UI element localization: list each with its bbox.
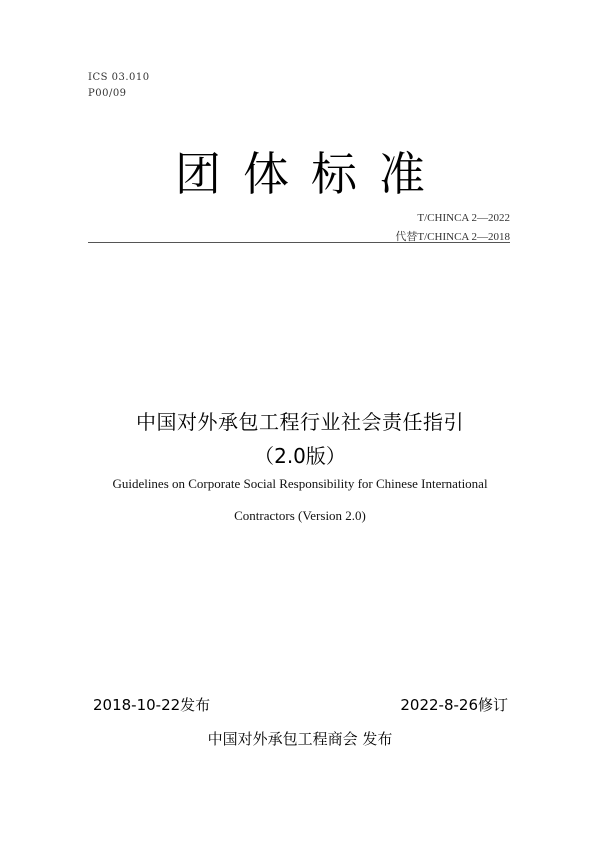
classification-code: P00/09 — [88, 88, 127, 99]
title-chinese: 中国对外承包工程行业社会责任指引 — [136, 410, 464, 434]
title-english-line-1: Guidelines on Corporate Social Responsibility for Chinese International — [112, 476, 488, 491]
document-type-heading: 团体标准 — [175, 147, 447, 201]
header-divider — [88, 242, 510, 243]
title-english-line-2: Contractors (Version 2.0) — [234, 508, 366, 523]
ics-code: ICS 03.010 — [88, 72, 150, 83]
standard-number: T/CHINCA 2—2022 — [417, 212, 510, 224]
publisher: 中国对外承包工程商会 发布 — [207, 730, 393, 748]
replaced-standard-number: 代替T/CHINCA 2—2018 — [395, 231, 510, 243]
title-version-chinese: （2.0版） — [254, 444, 346, 468]
issue-date: 2018-10-22发布 — [93, 696, 211, 714]
revision-date: 2022-8-26修订 — [400, 696, 508, 714]
